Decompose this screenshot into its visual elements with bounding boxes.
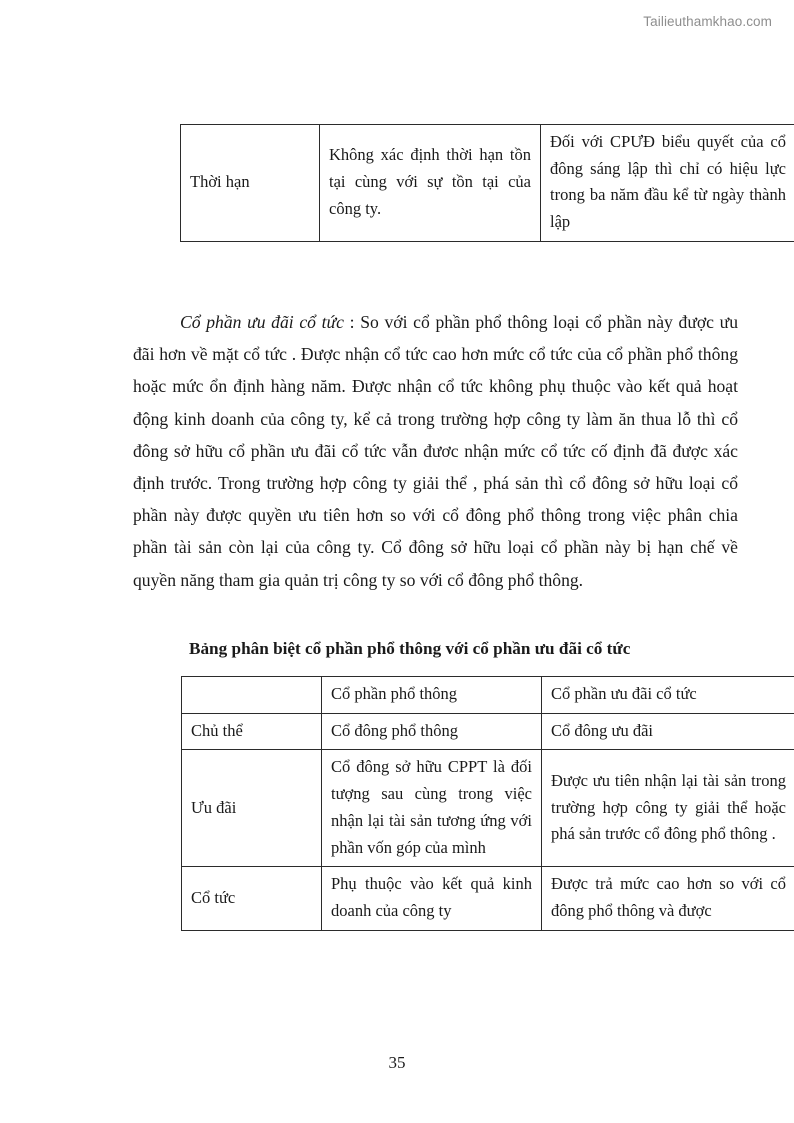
header-cell-preferred-shares: Cổ phần ưu đãi cổ tức [542, 677, 794, 714]
cell-duration-common: Không xác định thời hạn tồn tại cùng với sự tồn tại của công ty. [320, 125, 541, 242]
page-title: Bảng phân biệt cổ phần phổ thông với cổ phần ưu đãi cổ tức [189, 639, 631, 658]
table-row [182, 750, 794, 867]
row-label-dividend: Cổ tức [182, 867, 322, 930]
cell-dividend-common: Phụ thuộc vào kết quả kinh doanh của công ty [322, 867, 542, 930]
cell-subject-common: Cổ đông phổ thông [322, 713, 542, 750]
paragraph-italic-term: Cổ phần ưu đãi cổ tức [180, 312, 344, 332]
cell-privilege-preferred: Được ưu tiên nhận lại tài sản trong trường hợp công ty giải thể hoặc phá sản trước cổ đông phổ thông . [542, 750, 794, 867]
paragraph-dividend-preferred-shares [133, 306, 738, 596]
cell-duration-preferred: Đối với CPƯĐ biểu quyết của cổ đông sáng lập thì chỉ có hiệu lực trong ba năm đầu kể từ ngày thành lập [541, 125, 794, 242]
comparison-table [181, 676, 794, 931]
row-label-privilege: Ưu đãi [182, 750, 322, 867]
table-row [181, 125, 794, 242]
table-header-row [182, 677, 794, 714]
page-number: 35 [388, 1053, 406, 1072]
table-row [182, 713, 794, 750]
table-row [182, 867, 794, 930]
watermark-text: Tailieuthamkhao.com [643, 14, 772, 29]
row-label-duration: Thời hạn [181, 125, 320, 242]
cell-dividend-preferred: Được trả mức cao hơn so với cổ đông phổ thông và được [542, 867, 794, 930]
cell-subject-preferred: Cổ đông ưu đãi [542, 713, 794, 750]
paragraph-body-text: : So với cổ phần phổ thông loại cổ phần này được ưu đãi hơn về mặt cổ tức . Được nhận cổ tức cao hơn mức cổ tức của cổ phần phổ thông hoặc mức ổn định hàng năm. Được nhận cổ tức không phụ thuộc vào kết quả hoạt động kinh doanh của công ty, kể cả trong trường hợp công ty làm ăn thua lỗ thì cổ đông sở hữu cổ phần ưu đãi cổ tức vẫn đươc nhận mức cổ tức cố định đã được xác định trước. Trong trường hợp công ty giải thể , phá sản thì cổ đông sở hữu loại cổ phần này được quyền ưu tiên hơn so với cổ đông phổ thông trong việc phân chia phần tài sản còn lại của công ty. Cổ đông sở hữu loại cổ phần này bị hạn chế về quyền năng tham gia quản trị công ty so với cổ đông phổ thông. [133, 312, 738, 590]
header-cell-common-shares: Cổ phần phổ thông [322, 677, 542, 714]
header-cell-empty [182, 677, 322, 714]
duration-comparison-table [180, 124, 794, 242]
row-label-subject: Chủ thể [182, 713, 322, 750]
cell-privilege-common: Cổ đông sở hữu CPPT là đối tượng sau cùng trong việc nhận lại tài sản tương ứng với phần vốn góp của mình [322, 750, 542, 867]
